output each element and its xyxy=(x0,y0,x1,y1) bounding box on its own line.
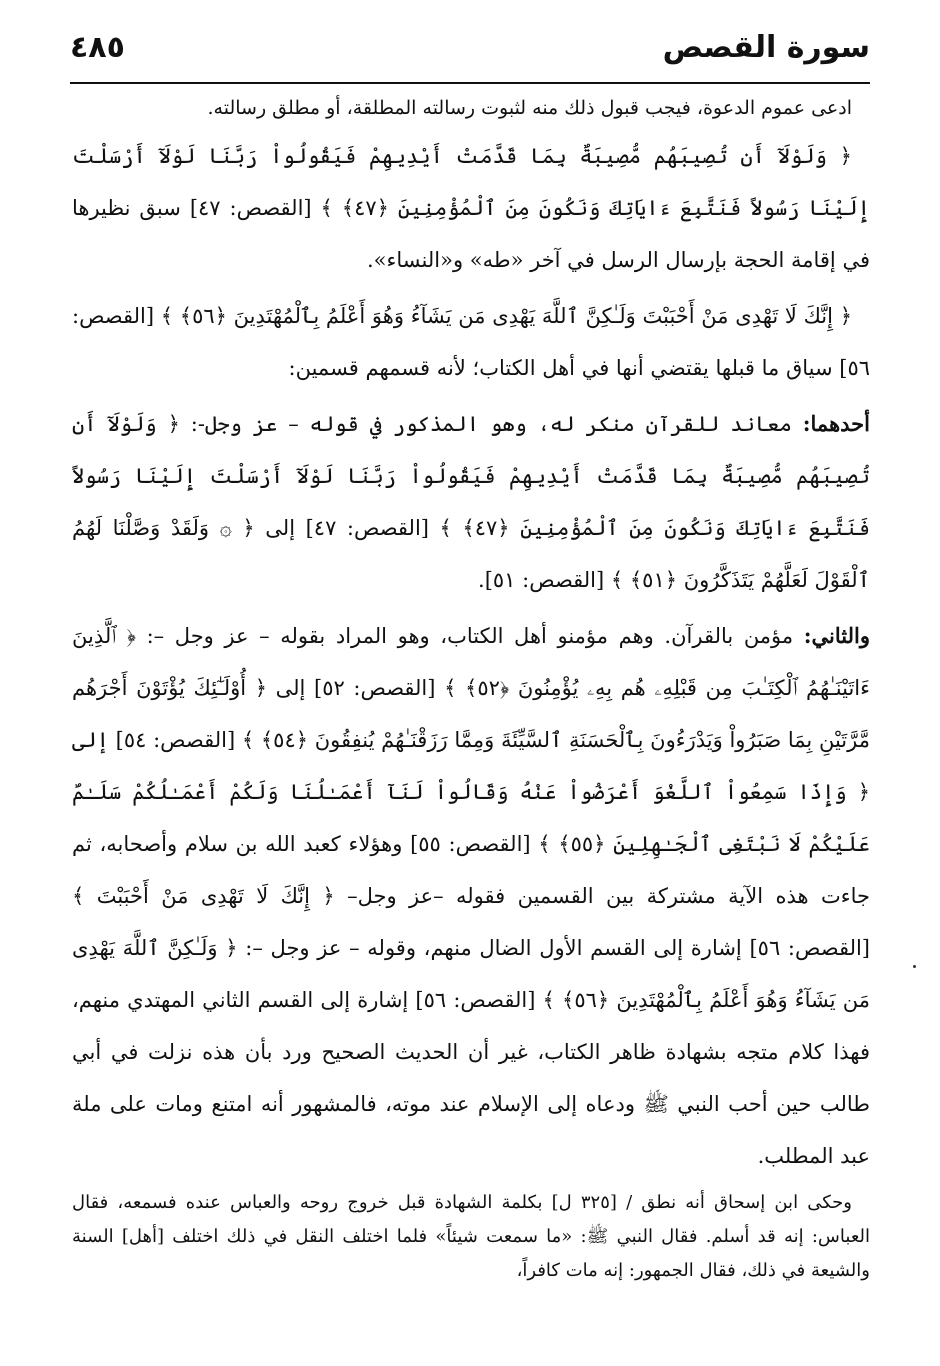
scan-speck xyxy=(913,965,916,968)
paragraph-continuation: ادعى عموم الدعوة، فيجب قبول ذلك منه لثبوت رسالته المطلقة، أو مطلق رسالته. xyxy=(207,97,852,119)
paragraph-text: معاند للقرآن منكر له، وهو المذكور في قوله – عز وجل-: ﴿ وَلَوْلَآ أَن تُصِيبَهُم مُّصِيبَةٌ بِمَا قَدَّمَتْ أَيْدِيهِمْ فَيَقُولُواْ رَبَّنَا لَوْلَآ أَرْسَلْتَ إِلَيْنَا رَسُولاً فَنَتَّبِعَ ءَايَاتِكَ وَنَكُونَ مِنَ ٱلْمُؤْمِنِينَ ﴿٤٧﴾ ﴾ [القصص: ٤٧] إلى ﴿ ۞ وَلَقَدْ وَصَّلْنَا لَهُمُ ٱلْقَوْلَ لَعَلَّهُمْ يَتَذَكَّرُونَ ﴿٥١﴾ ﴾ [القصص: ٥١]. xyxy=(72,412,870,592)
paragraph-lead: والثاني: xyxy=(803,623,870,648)
paragraph-ibn-ishaq: وحكى ابن إسحاق أنه نطق / [٣٢٥ ل] بكلمة الشهادة قبل خروج روحه والعباس عنده فسمعه، فقال العباس: إنه قد أسلم. فقال النبي ﷺ: «ما سمعت شيئاً» فلما اختلف النقل في ذلك اختلف [أهل] السنة والشيعة في ذلك، فقال الجمهور: إنه مات كافراً، xyxy=(72,1192,870,1281)
header-rule xyxy=(70,82,870,84)
page-number: ٤٨٥ xyxy=(70,30,125,65)
running-header xyxy=(70,24,870,76)
paragraph-lead: أحدهما: xyxy=(802,411,870,436)
paragraph-first-group xyxy=(72,398,870,606)
page-body xyxy=(72,90,870,1296)
paragraph-text: مؤمن بالقرآن. وهم مؤمنو أهل الكتاب، وهو المراد بقوله – عز وجل –: ﴿ ٱلَّذِينَ ءَاتَيْنَـٰهُمُ ٱلْكِتَـٰبَ مِن قَبْلِهِۦ هُم بِهِۦ يُؤْمِنُونَ ﴿٥٢﴾ ﴾ [القصص: ٥٢] إلى ﴿ أُوْلَـٰٓئِكَ يُؤْتَوْنَ أَجْرَهُم مَّرَّتَيْنِ بِمَا صَبَرُواْ وَيَدْرَءُونَ بِٱلْحَسَنَةِ ٱلسَّيِّئَةَ وَمِمَّا رَزَقْنَـٰهُمْ يُنفِقُونَ ﴿٥٤﴾ ﴾ [القصص: ٥٤] إلى ﴿ وَإِذَا سَمِعُواْ ٱللَّغْوَ أَعْرَضُواْ عَنْهُ وَقَالُواْ لَنَآ أَعْمَـٰلُنَا وَلَكُمْ أَعْمَـٰلُكُمْ سَلَـٰمٌ عَلَيْكُمْ لَا نَبْتَغِى ٱلْجَـٰهِلِينَ ﴿٥٥﴾ ﴾ [القصص: ٥٥] وهؤلاء كعبد الله بن سلام وأصحابه، ثم جاءت هذه الآية مشتركة بين القسمين فقوله –عز وجل– ﴿ إِنَّكَ لَا تَهْدِى مَنْ أَحْبَبْتَ ﴾ [القصص: ٥٦] إشارة إلى القسم الأول الضال منهم، وقوله – عز وجل –: ﴿ وَلَـٰكِنَّ ٱللَّهَ يَهْدِى مَن يَشَآءُ وَهُوَ أَعْلَمُ بِٱلْمُهْتَدِينَ ﴿٥٦﴾ ﴾ [القصص: ٥٦] إشارة إلى القسم الثاني المهتدي منهم، فهذا كلام متجه بشهادة ظاهر الكتاب، غير أن الحديث الصحيح ورد بأن هذه نزلت في أبي طالب حين أحب النبي ﷺ ودعاه إلى الإسلام عند موته، فالمشهور أنه امتنع ومات على ملة عبد المطلب. xyxy=(72,624,870,1168)
paragraph-second-group xyxy=(72,610,870,1182)
paragraph-verse-47: ﴿ وَلَوْلَآ أَن تُصِيبَهُم مُّصِيبَةٌ بِمَا قَدَّمَتْ أَيْدِيهِمْ فَيَقُولُواْ رَبَّنَا لَوْلَآ أَرْسَلْتَ إِلَيْنَا رَسُولاً فَنَتَّبِعَ ءَايَاتِكَ وَنَكُونَ مِنَ ٱلْمُؤْمِنِينَ ﴿٤٧﴾ ﴾ [القصص: ٤٧] سبق نظيرها في إقامة الحجة بإرسال الرسل في آخر «طه» و«النساء». xyxy=(72,144,870,272)
surah-title: سورة القصص xyxy=(662,30,870,65)
paragraph-verse-56: ﴿ إِنَّكَ لَا تَهْدِى مَنْ أَحْبَبْتَ وَلَـٰكِنَّ ٱللَّهَ يَهْدِى مَن يَشَآءُ وَهُوَ أَعْلَمُ بِٱلْمُهْتَدِينَ ﴿٥٦﴾ ﴾ [القصص: ٥٦] سياق ما قبلها يقتضي أنها في أهل الكتاب؛ لأنه قسمهم قسمين: xyxy=(72,304,870,380)
